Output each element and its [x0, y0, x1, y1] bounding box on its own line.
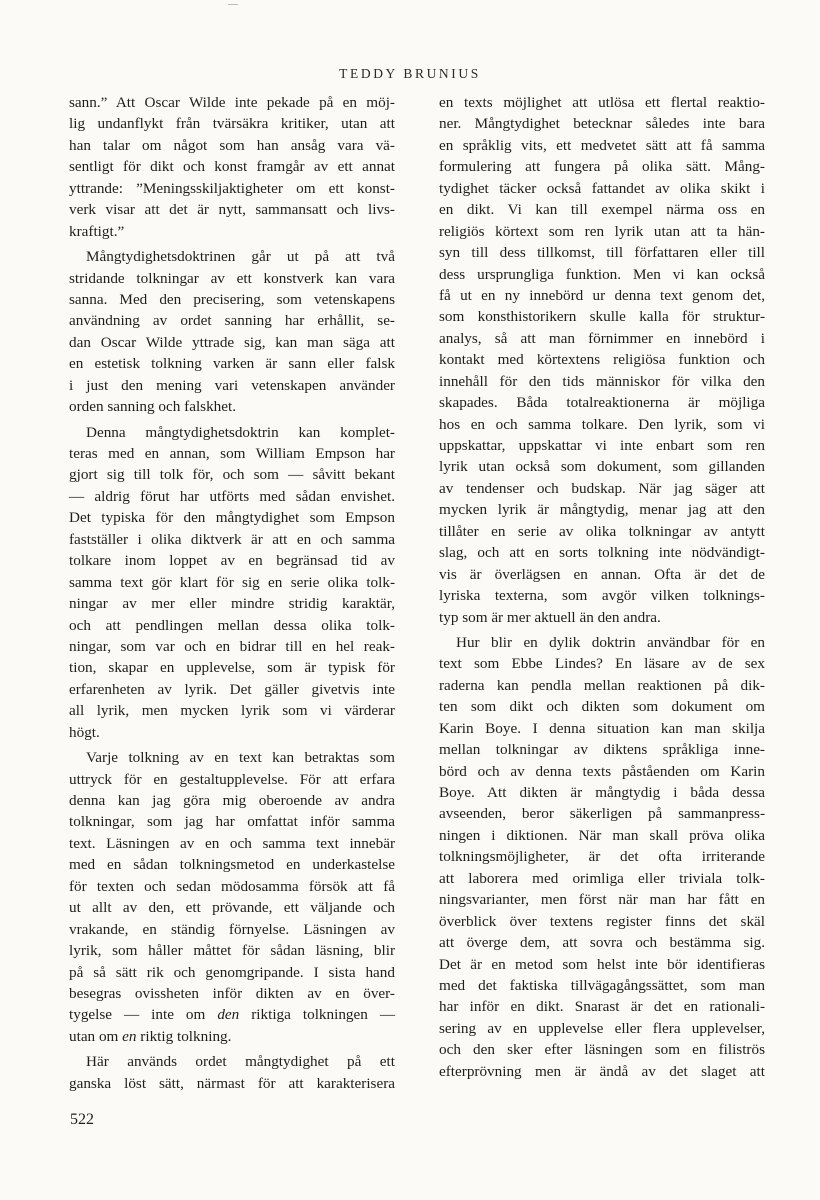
paragraph — [439, 92, 765, 628]
text-line: mellan tolkningar av diktens språkliga inne- — [439, 741, 765, 759]
text-line: han talar om något som han ansåg vara vä- — [69, 136, 395, 154]
text-line: dan Oscar Wilde yttrade sig, kan man säga att — [69, 333, 395, 351]
text-line: ut allt av den, ett prövande, ett väljande och — [69, 899, 395, 917]
text-line: Hur blir en dylik doktrin användbar för en — [456, 633, 765, 651]
text-line: samma text gör klart för sig en serie olika tolk- — [69, 573, 395, 591]
text-line — [69, 1026, 395, 1047]
text-line: sentligt för dikt och konst framgår av ett annat — [69, 158, 395, 176]
text-line: tion, skapar en upplevelse, som är typisk för — [69, 659, 395, 677]
text-line: sann.” Att Oscar Wilde inte pekade på en möj- — [69, 94, 395, 111]
text-line: mycken lyrik är mångtydig, menar jag att den — [439, 501, 765, 519]
text-line: lyrik, som håller måttet för sådan läsning, blir — [69, 942, 395, 960]
text-line: ningsvarianter, men först när man har fått en — [439, 891, 765, 909]
text-line: avseenden, beror säkerligen på sammanpress- — [439, 805, 765, 823]
text-line: att laborera med orimliga eller triviala tolk- — [439, 869, 765, 887]
text-line: Det är en metod som helst inte bör identifieras — [439, 955, 765, 973]
text-line: efterprövning men är ändå av det slaget att — [439, 1062, 765, 1080]
text-line: — aldrig förut har utförts med sådan envishet. — [69, 487, 395, 505]
text-line: text. Läsningen av en och samma text innebär — [69, 834, 395, 852]
text-line: med det faktiska tillvägagångssättet, som man — [439, 976, 765, 994]
text-line: religiös körtext som ren lyrik utan att ta hän- — [439, 222, 765, 240]
text-line: på så sätt rik och genomgripande. I sista hand — [69, 963, 395, 981]
text-segment: tygelse — inte om — [69, 1006, 218, 1024]
text-line: lyriska texterna, som avgör vilken tolknings- — [439, 587, 765, 605]
text-line: verk visar att det är nytt, sammansatt och livs- — [69, 201, 395, 219]
text-line: har inför en dikt. Snarast är det en rationali- — [439, 998, 765, 1016]
text-line: erfarenheten av lyrik. Det gäller givetvis inte — [69, 680, 395, 698]
italic-text: den — [217, 1006, 240, 1024]
text-line: ningar av mer eller mindre stridig karaktär, — [69, 595, 395, 613]
text-segment: riktiga tolkningen — — [239, 1006, 396, 1024]
text-line: få ut en ny innebörd ur denna text genom det, — [439, 286, 765, 304]
text-line — [69, 1004, 395, 1025]
text-line: vis är överlägsen en annan. Ofta är det de — [439, 565, 765, 583]
text-line: tolkare inom loppet av en begränsad tid av — [69, 552, 395, 570]
text-line: skapades. Båda totalreaktionerna är möjliga — [439, 394, 765, 412]
left-column — [69, 92, 395, 1098]
text-line: att överge dem, att sovra och bestämma sig. — [439, 934, 765, 952]
text-line: formulering att fungera på olika sätt. Mång- — [439, 158, 765, 176]
text-line: för texten och sedan mödosamma försök att få — [69, 877, 395, 895]
text-line: fastställer i olika diktverk är att en och samma — [69, 530, 395, 548]
text-line: en texts möjlighet att utlösa ett flertal reaktio- — [439, 94, 765, 111]
paragraph — [69, 1051, 395, 1094]
paragraph — [69, 422, 395, 744]
text-line: börd och av denna texts påståenden om Karin — [439, 762, 765, 780]
text-line: användning av ordet sanning har erhållit, se- — [69, 312, 395, 330]
text-line: av tendenser och budskap. När jag säger att — [439, 479, 765, 497]
page-number: 522 — [70, 1111, 94, 1128]
text-line: med en sådan tolkningsmetod en underkastelse — [69, 856, 395, 874]
text-line: tydighet täcker också fattandet av olika skikt i — [439, 179, 765, 197]
scan-mark — [228, 4, 238, 5]
text-line: orden sanning och falskhet. — [69, 398, 237, 416]
text-line: som konsthistorikern skulle kalla för struktur- — [439, 308, 765, 326]
text-line: överblick över textens register finns det skäl — [439, 912, 765, 930]
text-line: besegras ovissheten inför dikten av en över- — [69, 984, 395, 1002]
text-line: Karin Boye. I denna situation kan man skilja — [439, 719, 765, 737]
text-line: kontakt med körtextens religiösa funktion och — [439, 351, 765, 369]
text-line: ningar, som var och en bidrar till en hel reak- — [69, 637, 395, 655]
text-line: tolkningar, som jag har omfattat inför samma — [69, 813, 395, 831]
text-segment: utan om — [69, 1027, 123, 1045]
text-line: Mångtydighetsdoktrinen går ut på att två — [86, 248, 395, 266]
text-line: ner. Mångtydighet betecknar således inte bara — [439, 115, 765, 133]
text-line: analys, så att man förnimmer en innebörd i — [439, 329, 765, 347]
text-line: uttryck för en gestaltupplevelse. För att erfara — [69, 770, 395, 788]
text-line: vrakande, en ständig förnyelse. Läsningen av — [69, 920, 395, 938]
text-line: text som Ebbe Lindes? En läsare av de sex — [439, 655, 765, 673]
text-line: all lyrik, men mycken lyrik som vi värderar — [69, 702, 395, 720]
text-line: typ som är mer aktuell än den andra. — [439, 608, 661, 626]
text-line: sering av en upplevelse eller flera upplevelser, — [439, 1019, 765, 1037]
running-header: TEDDY BRUNIUS — [339, 66, 481, 81]
paragraph — [69, 246, 395, 418]
paragraph — [69, 747, 395, 1047]
text-line: gjort sig till tolk för, och som — såvitt bekant — [69, 466, 395, 484]
paragraph — [69, 92, 395, 242]
italic-text: en — [122, 1027, 137, 1045]
text-line: och den sker efter läsningen som en filiströs — [439, 1041, 765, 1059]
text-line: slag, och att en sorts tolkning inte nödvändigt- — [439, 544, 765, 562]
text-line: kraftigt.” — [69, 222, 125, 240]
text-line: Här används ordet mångtydighet på ett — [86, 1053, 395, 1071]
text-line: yttrande: ”Meningsskiljaktigheter om ett konst- — [69, 179, 395, 197]
text-line: Denna mångtydighetsdoktrin kan komplet- — [86, 423, 395, 441]
text-line: lyrik utan också som dokument, som gillanden — [439, 458, 765, 476]
text-line: Det typiska för den mångtydighet som Empson — [69, 509, 395, 527]
text-line: ten som dikt och dikten som dokument om — [439, 698, 765, 716]
text-line: tolkningsmöjligheter, är det ofta irriterande — [439, 848, 765, 866]
text-line: raderna kan pendla mellan reaktionen på dik- — [439, 676, 765, 694]
right-column — [439, 92, 765, 1086]
text-line: dess ursprungliga funktion. Men vi kan också — [439, 265, 765, 283]
text-line: lig undanflykt från tvärsäkra kritiker, utan att — [69, 115, 395, 133]
text-line: högt. — [69, 723, 100, 741]
text-line: en estetisk tolkning varken är sann eller falsk — [69, 355, 395, 373]
text-line: och att pendlingen mellan dessa olika tolk- — [69, 616, 395, 634]
text-line: uppskattar, uppskattar vi inte enbart som ren — [439, 437, 765, 454]
text-segment: riktig tolkning. — [136, 1027, 232, 1045]
paragraph — [439, 632, 765, 1082]
text-line: tillåter en serie av olika tolkningar av antytt — [439, 522, 765, 540]
text-line: hos en och samma tolkare. Den lyrik, som vi — [439, 415, 765, 433]
text-line: teras med en annan, som William Empson har — [69, 445, 395, 462]
text-line: syn till dess tillkomst, till författaren eller till — [439, 244, 765, 262]
text-line: denna kan jag göra mig oberoende av andra — [69, 792, 395, 809]
text-line: stridande tolkningar av ett konstverk kan vara — [69, 269, 395, 287]
text-line: en dikt. Vi kan till exempel närma oss en — [439, 201, 765, 219]
text-line: Varje tolkning av en text kan betraktas som — [86, 749, 395, 767]
text-line: ningen i diktionen. När man skall pröva olika — [439, 826, 765, 844]
text-line: sanna. Med den precisering, som vetenskapens — [69, 290, 395, 308]
text-line: innehåll för den tids människor för vilka den — [439, 372, 765, 390]
text-line: ganska löst sätt, närmast för att karakterisera — [69, 1074, 395, 1092]
text-line: Boye. Att dikten är mångtydig i båda dessa — [439, 784, 765, 801]
text-line: i just den mening vari vetenskapen använder — [69, 376, 395, 394]
text-line: en språklig vits, ett medvetet sätt att få samma — [439, 136, 765, 154]
